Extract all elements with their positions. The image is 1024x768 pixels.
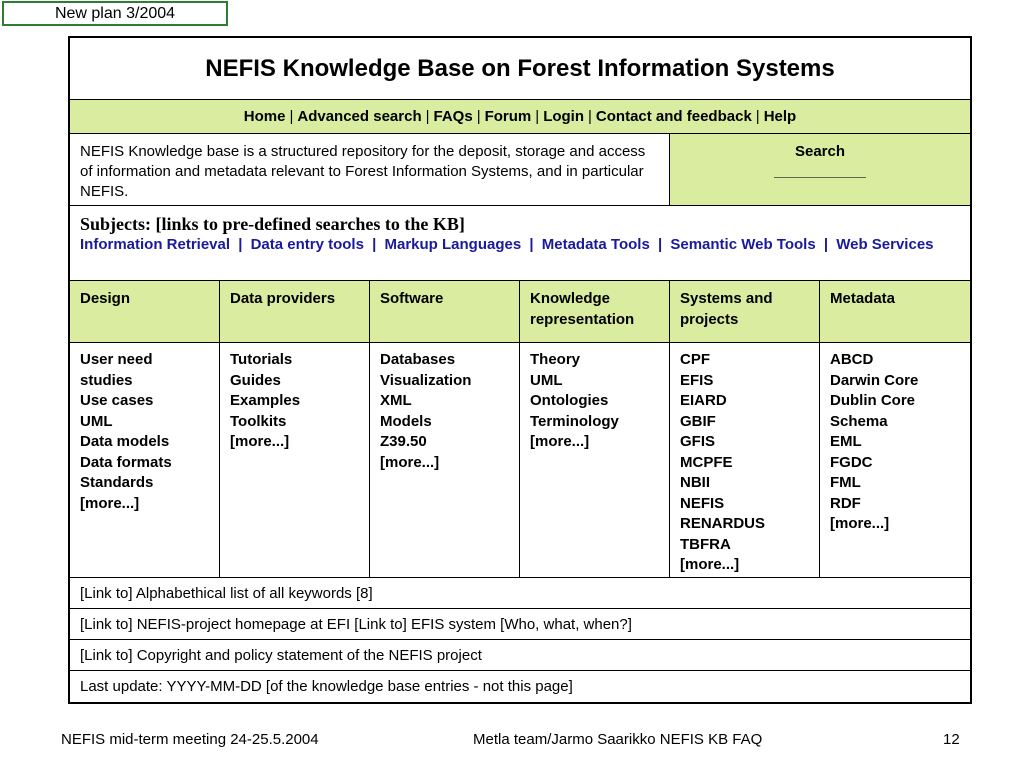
category-item-link[interactable]: FML — [830, 474, 861, 491]
nav-link-home[interactable]: Home — [243, 108, 286, 125]
nav-separator: | — [755, 108, 760, 125]
category-design[interactable]: Design — [70, 281, 220, 342]
category-item-link[interactable]: GFIS — [680, 433, 716, 450]
category-item-link[interactable]: Tutorials — [230, 351, 293, 368]
subject-separator: | — [823, 236, 829, 253]
nav-separator: | — [289, 108, 294, 125]
nav-bar — [70, 100, 970, 134]
category-item-link[interactable]: UML — [80, 412, 113, 430]
subject-separator: | — [238, 236, 243, 253]
category-item-link[interactable]: NEFIS — [680, 494, 725, 512]
intro-text: NEFIS Knowledge base is a structured repository for the deposit, storage and access of information and metadata relevant to Forest Information Systems, and in particular NEFIS. — [70, 134, 670, 205]
category-item-link[interactable]: Use cases — [80, 392, 154, 409]
nav-separator: | — [425, 108, 430, 125]
subject-link-web-services[interactable]: Web Services — [836, 236, 934, 253]
category-data-providers[interactable]: Data providers — [220, 281, 370, 342]
category-item-link[interactable]: EIARD — [680, 392, 727, 409]
search-cell — [670, 134, 970, 205]
category-item-link[interactable]: RENARDUS — [680, 515, 766, 532]
subject-link-metadata-tools[interactable]: Metadata Tools — [541, 236, 650, 253]
nav-separator: | — [476, 108, 481, 125]
category-metadata[interactable]: Metadata — [830, 290, 896, 307]
category-item-link[interactable]: Ontologies — [530, 392, 609, 409]
subject-separator: | — [529, 236, 534, 253]
category-item-link[interactable]: Data models — [80, 433, 170, 450]
category-item-link[interactable]: CPF — [680, 351, 710, 368]
category-item-link[interactable]: Visualization — [380, 371, 472, 389]
category-items — [220, 343, 370, 577]
project-links[interactable]: [Link to] NEFIS-project homepage at EFI [Link to] EFIS system [Who, what, when?] — [80, 615, 632, 633]
category-systems-and-projects[interactable]: Systems and projects — [670, 281, 820, 342]
category-knowledge-representation[interactable]: Knowledge representation — [520, 281, 670, 342]
subject-link-markup-languages[interactable]: Markup Languages — [384, 236, 522, 253]
category-item-link[interactable]: Databases — [380, 351, 456, 368]
category-item-link[interactable]: [more...] — [530, 433, 590, 450]
category-item-link[interactable]: Theory — [530, 351, 581, 368]
plan-label: New plan 3/2004 — [2, 1, 228, 26]
category-item-link[interactable]: NBII — [680, 474, 710, 491]
keywords-link[interactable]: [Link to] Alphabethical list of all keywords [8] — [80, 584, 373, 602]
kb-title: NEFIS Knowledge Base on Forest Information Systems — [205, 54, 835, 82]
category-item-link[interactable]: MCPFE — [680, 453, 733, 471]
search-field[interactable]: ___________ — [774, 163, 866, 180]
category-item-link[interactable]: Terminology — [530, 412, 619, 430]
copyright-link[interactable]: [Link to] Copyright and policy statement of the NEFIS project — [80, 646, 482, 664]
footer-team: Metla team/Jarmo Saarikko NEFIS KB FAQ — [473, 731, 763, 748]
category-item-link[interactable]: TBFRA — [680, 535, 731, 553]
subject-separator: | — [372, 236, 377, 253]
last-update-text: Last update: YYYY-MM-DD [of the knowledge base entries - not this page] — [80, 678, 573, 695]
category-item-link[interactable]: Dublin Core — [830, 392, 915, 409]
category-item-link[interactable]: EML — [830, 433, 862, 450]
category-items — [520, 343, 670, 577]
category-item-link[interactable]: [more...] — [830, 515, 890, 532]
subject-link-information-retrieval[interactable]: Information Retrieval — [80, 236, 231, 253]
category-item-link[interactable]: Data formats — [80, 453, 172, 471]
nav-separator: | — [535, 108, 540, 125]
category-items — [670, 343, 820, 577]
nav-link-forum[interactable]: Forum — [484, 108, 532, 125]
search-label: Search — [794, 143, 846, 160]
nav-link-login[interactable]: Login — [543, 108, 585, 125]
subjects-row — [70, 206, 970, 281]
subject-link-data-entry-tools[interactable]: Data entry tools — [250, 236, 364, 253]
category-item-link[interactable]: Guides — [230, 371, 281, 389]
category-item-link[interactable]: Examples — [230, 392, 301, 409]
subject-link-semantic-web-tools[interactable]: Semantic Web Tools — [670, 236, 816, 253]
category-item-link[interactable]: GBIF — [680, 412, 716, 430]
nav-link-faqs[interactable]: FAQs — [433, 108, 473, 125]
category-item-link[interactable]: [more...] — [680, 556, 740, 573]
category-item-link[interactable]: [more...] — [380, 453, 440, 471]
last-update-row — [70, 671, 970, 702]
subject-separator: | — [657, 236, 663, 253]
category-item-link[interactable]: Models — [380, 412, 432, 430]
intro-row — [70, 134, 970, 206]
subject-links — [80, 234, 960, 255]
category-item-link[interactable]: UML — [530, 371, 563, 389]
project-link-row — [70, 609, 970, 640]
category-item-link[interactable]: Schema — [830, 412, 888, 430]
category-item-link[interactable]: User need studies — [80, 351, 153, 389]
keywords-link-row — [70, 578, 970, 609]
category-item-link[interactable]: [more...] — [230, 433, 290, 450]
category-header-row — [70, 281, 970, 343]
nav-separator: | — [588, 108, 592, 125]
knowledge-base-table — [68, 36, 972, 704]
category-items — [70, 343, 220, 577]
footer-page-number: 12 — [943, 731, 960, 748]
category-items — [820, 343, 970, 577]
footer-meeting: NEFIS mid-term meeting 24-25.5.2004 — [61, 731, 319, 748]
category-item-link[interactable]: RDF — [830, 494, 861, 512]
category-item-link[interactable]: XML — [380, 392, 412, 409]
category-item-link[interactable]: Z39.50 — [380, 433, 427, 450]
category-item-link[interactable]: Toolkits — [230, 412, 287, 430]
nav-link-help[interactable]: Help — [763, 108, 797, 125]
category-item-link[interactable]: [more...] — [80, 494, 140, 512]
nav-link-advanced-search[interactable]: Advanced search — [297, 108, 422, 125]
copyright-link-row — [70, 640, 970, 671]
category-item-link[interactable]: FGDC — [830, 453, 873, 471]
category-items — [370, 343, 520, 577]
category-item-link[interactable]: Darwin Core — [830, 371, 919, 389]
category-software[interactable]: Software — [370, 281, 520, 342]
nav-link-contact[interactable]: Contact and feedback — [595, 108, 752, 125]
category-items-row — [70, 343, 970, 578]
kb-title-row — [70, 38, 970, 100]
subjects-title: Subjects: [links to pre-defined searches to the KB] — [80, 214, 465, 234]
category-item-link[interactable]: ABCD — [830, 351, 874, 368]
category-item-link[interactable]: EFIS — [680, 371, 714, 389]
category-item-link[interactable]: Standards — [80, 474, 154, 491]
